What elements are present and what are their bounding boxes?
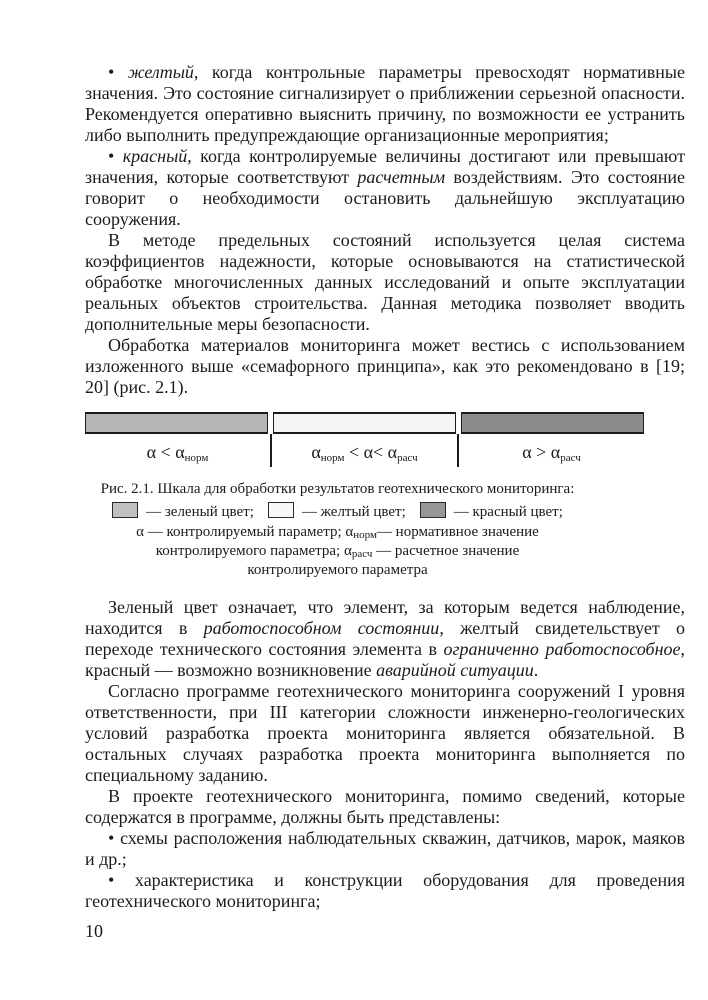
text-run: Обработка материалов мониторинга может вестись с использованием изложенного выше «семафорного принципа», как это рекомендовано в [19; 20] (рис. 2.1). — [85, 335, 685, 397]
text-run: В методе предельных состояний используется целая система коэффициентов надежности, которые основываются на статистической обработке многочисленных данных исследований и опыте эксплуатации реальных объектов строительства. Данная методика позволяет вводить дополнительные меры безопасности. — [85, 230, 685, 334]
paragraph — [85, 597, 685, 681]
text-run: • характеристика и конструкции оборудования для проведения геотехнического мониторинга; — [85, 870, 685, 911]
text-block-before-figure — [85, 62, 685, 398]
scale-band-red — [461, 412, 644, 434]
text-run: . — [533, 660, 539, 680]
text-run: α < α — [146, 442, 185, 462]
text-run: α — [311, 442, 321, 462]
figure-caption-line — [85, 542, 590, 561]
scale-band-green — [85, 412, 268, 434]
text-run: Зеленый цвет означает, что элемент, за которым ведется наблюдение, находится в — [85, 597, 685, 638]
paragraph — [85, 230, 685, 335]
legend-item-green — [112, 504, 254, 520]
text-run: • схемы расположения наблюдательных скважин, датчиков, марок, маяков и др.; — [85, 828, 685, 869]
text-run: контролируемого параметра — [247, 562, 428, 578]
paragraph — [85, 62, 685, 146]
text-run: В проекте геотехнического мониторинга, помимо сведений, которые содержатся в программе, должны быть представлены: — [85, 786, 685, 827]
paragraph — [85, 146, 685, 230]
text-run: , красный — возможно возникновение — [85, 639, 685, 680]
subscript: норм — [184, 452, 209, 464]
text-run: α — контролируемый параметр; α — [136, 524, 354, 540]
subscript: норм — [353, 529, 377, 541]
text-run: — нормативное значение — [376, 524, 539, 540]
text-run: • — [108, 62, 128, 82]
color-swatch-green — [112, 502, 138, 518]
paragraph — [85, 828, 685, 870]
semaphore-scale — [85, 412, 644, 467]
subscript: расч — [560, 452, 581, 464]
scale-formula-row — [85, 434, 644, 467]
text-run: ограниченно работоспособное — [443, 639, 681, 659]
subscript: норм — [320, 452, 345, 464]
figure-caption-notes — [85, 523, 590, 580]
legend-item-red — [420, 504, 563, 520]
paragraph — [85, 681, 685, 786]
text-run: расчетным — [357, 167, 446, 187]
legend-label: — желтый цвет; — [301, 504, 406, 520]
legend-label: — зеленый цвет; — [146, 504, 254, 520]
color-swatch-yellow — [268, 502, 294, 518]
scale-formula-red — [457, 434, 644, 467]
figure-legend — [85, 502, 590, 522]
text-run: желтый — [127, 62, 194, 82]
text-column — [85, 62, 685, 912]
text-run: Согласно программе геотехнического мониторинга сооружений I уровня ответственности, при III категории сложности инженерно-геологических условий разработка проекта мониторинга является обязательной. В остальных случаях разработка проекта мониторинга выполняется по специальному заданию. — [85, 681, 685, 785]
scale-formula-green — [85, 434, 270, 467]
subscript: расч — [397, 452, 418, 464]
text-run: контролируемого параметра; α — [155, 543, 352, 559]
legend-item-yellow — [268, 504, 406, 520]
text-run: работоспособном состоянии — [203, 618, 440, 638]
text-run: аварийной ситуации — [376, 660, 534, 680]
text-run: красный — [122, 146, 188, 166]
text-run: , когда контрольные параметры превосходят нормативные значения. Это состояние сигнализирует о приближении серьезной опасности. Рекомендуется оперативно выяснить причину, по возможности ее устранить либо выполнить предупреждающие организационные мероприятия; — [85, 62, 685, 145]
color-swatch-red — [420, 502, 446, 518]
subscript: расч — [351, 548, 373, 560]
figure-2-1 — [85, 412, 685, 580]
scale-band-row — [85, 412, 644, 434]
paragraph — [85, 786, 685, 828]
legend-label: — красный цвет; — [453, 504, 563, 520]
text-run: , когда контролируемые величины достигают или превышают значения, которые соответствуют — [85, 146, 685, 187]
text-run: • — [108, 146, 123, 166]
scale-band-yellow — [273, 412, 456, 434]
text-run: , желтый свидетельствует о переходе технического состояния элемента в — [85, 618, 686, 659]
paragraph — [85, 335, 685, 398]
scale-formula-yellow — [270, 434, 457, 467]
text-run: — расчетное значение — [372, 543, 520, 559]
paragraph — [85, 870, 685, 912]
text-run: воздействиям. Это состояние говорит о необходимости остановить дальнейшую эксплуатацию сооружения. — [85, 167, 685, 229]
figure-caption — [85, 480, 590, 580]
page-number: 10 — [85, 921, 103, 941]
figure-caption-line — [85, 561, 590, 580]
text-block-after-figure — [85, 597, 685, 912]
figure-caption-title: Рис. 2.1. Шкала для обработки результатов геотехнического мониторинга: — [100, 481, 575, 497]
text-run: α > α — [522, 442, 561, 462]
text-run: < α< α — [344, 442, 398, 462]
figure-caption-line — [85, 523, 590, 542]
